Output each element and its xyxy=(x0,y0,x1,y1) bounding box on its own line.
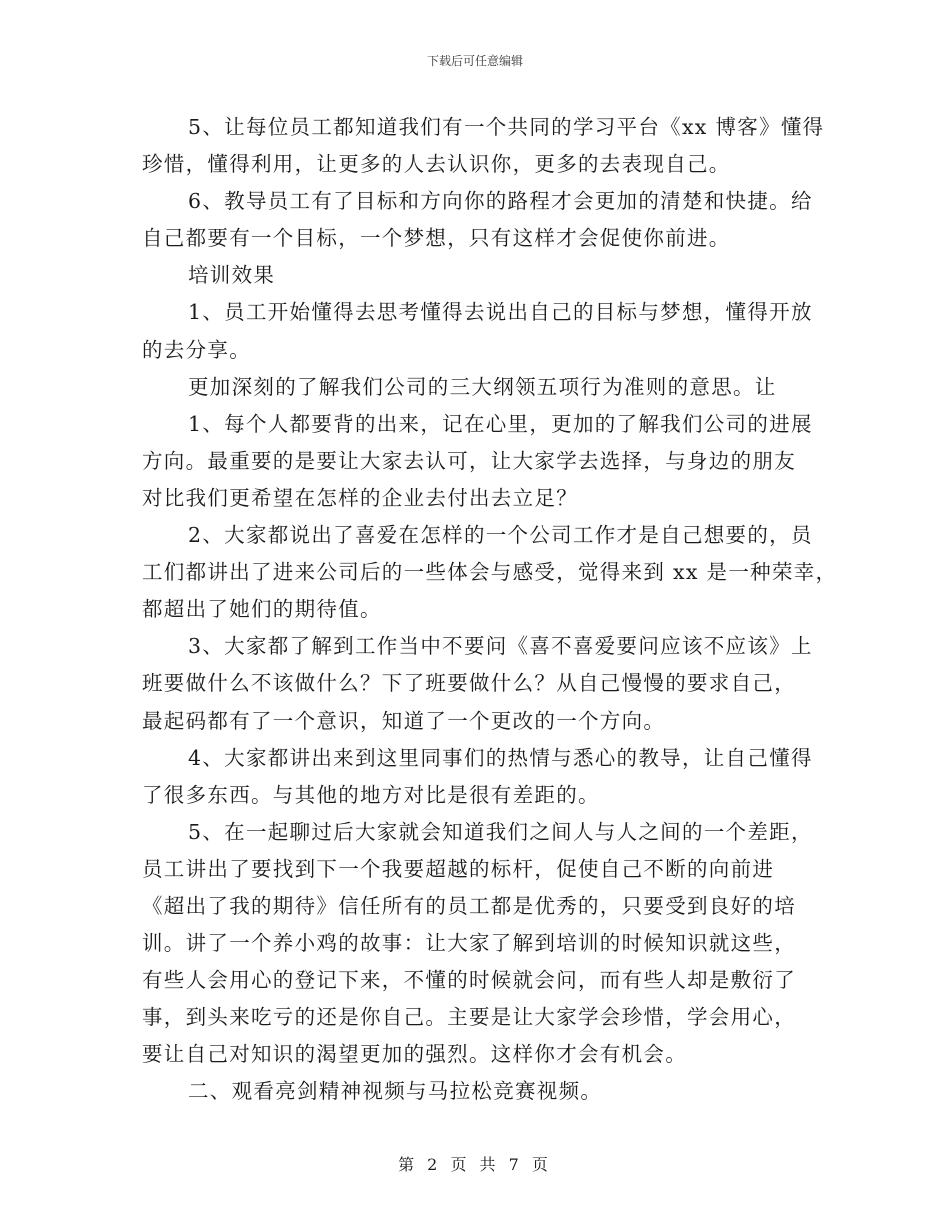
text-line: 工们都讲出了进来公司后的一些体会与感受，觉得来到 xx 是一种荣幸， xyxy=(142,560,838,585)
text-line: 有些人会用心的登记下来，不懂的时候就会问，而有些人却是敷衍了 xyxy=(142,968,796,993)
text-line: 更加深刻的了解我们公司的三大纲领五项行为准则的意思。让 xyxy=(188,374,777,399)
text-line: 1、每个人都要背的出来，记在心里，更加的了解我们公司的进展 xyxy=(188,411,813,436)
text-line: 1、员工开始懂得去思考懂得去说出自己的目标与梦想，懂得开放 xyxy=(188,300,813,325)
text-line: 方向。最重要的是要让大家去认可，让大家学去选择，与身边的朋友 xyxy=(142,448,796,473)
text-line: 事，到头来吃亏的还是你自己。主要是让大家学会珍惜，学会用心， xyxy=(142,1005,796,1030)
text-line: 对比我们更希望在怎样的企业去付出去立足？ xyxy=(142,485,578,510)
text-line: 6、教导员工有了目标和方向你的路程才会更加的清楚和快捷。给 xyxy=(188,189,813,214)
text-line: 自己都要有一个目标，一个梦想，只有这样才会促使你前进。 xyxy=(142,226,731,251)
page-number-footer: 第 2 页 共 7 页 xyxy=(398,1155,552,1174)
text-line: 最起码都有了一个意识，知道了一个更改的一个方向。 xyxy=(142,708,666,733)
text-line: 训。讲了一个养小鸡的故事：让大家了解到培训的时候知识就这些， xyxy=(142,931,796,956)
text-line: 5、让每位员工都知道我们有一个共同的学习平台《xx 博客》懂得 xyxy=(188,115,825,139)
text-line: 了很多东西。与其他的地方对比是很有差距的。 xyxy=(142,782,600,807)
text-line: 要让自己对知识的渴望更加的强烈。这样你才会有机会。 xyxy=(142,1042,687,1067)
text-line: 2、大家都说出了喜爱在怎样的一个公司工作才是自己想要的，员 xyxy=(188,523,813,548)
text-line: 的去分享。 xyxy=(142,337,251,362)
text-line: 培训效果 xyxy=(188,263,276,288)
text-line: 珍惜，懂得利用，让更多的人去认识你，更多的去表现自己。 xyxy=(142,152,731,177)
text-line: 员工讲出了要找到下一个我要超越的标杆，促使自己不断的向前进 xyxy=(142,856,775,881)
text-line: 班要做什么不该做什么？下了班要做什么？从自己慢慢的要求自己， xyxy=(142,671,796,696)
text-line: 二、观看亮剑精神视频与马拉松竞赛视频。 xyxy=(188,1079,603,1104)
text-line: 都超出了她们的期待值。 xyxy=(142,597,382,622)
text-line: 5、在一起聊过后大家就会知道我们之间人与人之间的一个差距， xyxy=(188,819,813,844)
text-line: 4、大家都讲出来到这里同事们的热情与悉心的教导，让自己懂得 xyxy=(188,745,813,770)
page-header: 下载后可任意编辑 xyxy=(426,54,523,68)
document-body xyxy=(142,109,838,1111)
text-line: 3、大家都了解到工作当中不要问《喜不喜爱要问应该不应该》上 xyxy=(188,634,813,659)
text-line: 《超出了我的期待》信任所有的员工都是优秀的，只要受到良好的培 xyxy=(142,893,796,918)
